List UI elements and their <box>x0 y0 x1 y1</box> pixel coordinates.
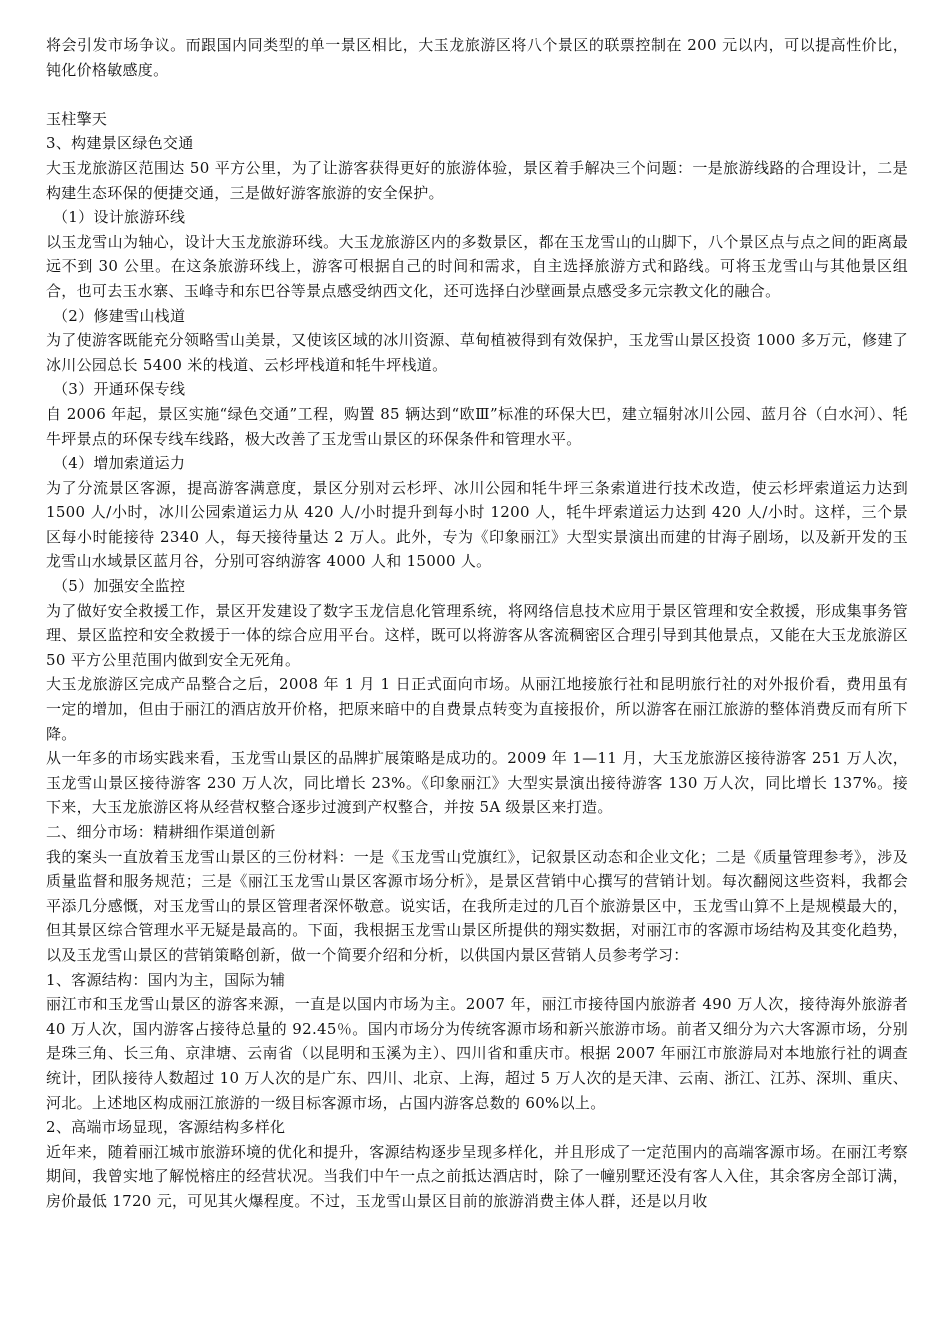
subheading-tour-loop: （1）设计旅游环线 <box>53 208 186 227</box>
paragraph-transport-intro: 大玉龙旅游区范围达 50 平方公里，为了让游客获得更好的旅游体验，景区着手解决三个问题：一是旅游线路的合理设计，二是构建生态环保的便捷交通，三是做好游客旅游的安全保护。 <box>46 158 908 202</box>
image-caption-yuzhu-qingtian: 玉柱擎天 <box>46 109 108 128</box>
paragraph-brand-strategy: 从一年多的市场实践来看，玉龙雪山景区的品牌扩展策略是成功的。2009 年 1—11 月，大玉龙旅游区接待游客 251 万人次，玉龙雪山景区接待游客 230 万人次，同比增长 23%。《印象丽江》大型实景演出接待游客 130 万人次，同比增长 137%。接下来，大玉龙旅游区将从经营权整合逐步过渡到产权整合，并按 5A 级景区来打造。 <box>46 749 908 817</box>
subheading-safety: （5）加强安全监控 <box>53 577 186 596</box>
section-heading-market-segment: 二、细分市场：精耕细作渠道创新 <box>46 823 276 841</box>
paragraph-joint-ticket: 将会引发市场争议。而跟国内同类型的单一景区相比，大玉龙旅游区将八个景区的联票控制在 200 元以内，可以提高性价比，钝化价格敏感度。 <box>46 36 908 79</box>
paragraph-three-materials: 我的案头一直放着玉龙雪山景区的三份材料：一是《玉龙雪山党旗红》，记叙景区动态和企业文化；二是《质量管理参考》，涉及质量监督和服务规范；三是《丽江玉龙雪山景区客源市场分析》，是景区营销中心撰写的营销计划。每次翻阅这些资料，我都会平添几分感慨，对玉龙雪山的景区管理者深怀敬意。说实话，在我所走过的几百个旅游景区中，玉龙雪山算不上是规模最大的，但其景区综合管理水平无疑是最高的。下面，我根据玉龙雪山景区所提供的翔实数据，对丽江市的客源市场结构及其变化趋势，以及玉龙雪山景区的营销策略创新，做一个简要介绍和分析，以供国内景区营销人员参考学习： <box>46 847 908 964</box>
subheading-eco-bus: （3）开通环保专线 <box>53 380 186 399</box>
document-page <box>46 33 908 1214</box>
paragraph-tour-loop: 以玉龙雪山为轴心，设计大玉龙旅游环线。大玉龙旅游区内的多数景区，都在玉龙雪山的山脚下，八个景区点与点之间的距离最远不到 30 公里。在这条旅游环线上，游客可根据自己的时间和需求，自主选择旅游方式和路线。可将玉龙雪山与其他景区组合，也可去玉水寨、玉峰寺和东巴谷等景点感受纳西文化，还可选择白沙壁画景点感受多元宗教文化的融合。 <box>46 232 908 300</box>
paragraph-visitor-structure: 丽江市和玉龙雪山景区的游客来源，一直是以国内市场为主。2007 年，丽江市接待国内旅游者 490 万人次，接待海外旅游者 40 万人次，国内游客占接待总量的 92.45％。国内市场分为传统客源市场和新兴旅游市场。前者又细分为六大客源市场，分别是珠三角、长三角、京津塘、云南省（以昆明和玉溪为主）、四川省和重庆市。根据 2007 年丽江市旅游局对本地旅行社的调查统计，团队接待人数超过 10 万人次的是广东、四川、北京、上海，超过 5 万人次的是天津、云南、浙江、江苏、深圳、重庆、河北。上述地区构成丽江旅游的一级目标客源市场，占国内游客总数的 60%以上。 <box>46 995 908 1112</box>
section-heading-green-transport: 3、构建景区绿色交通 <box>46 134 194 153</box>
subheading-plank-road: （2）修建雪山栈道 <box>53 306 186 325</box>
blank-line <box>46 82 908 107</box>
paragraph-cableway: 为了分流景区客源，提高游客满意度，景区分别对云杉坪、冰川公园和牦牛坪三条索道进行技术改造，使云杉坪索道运力达到 1500 人/小时，冰川公园索道运力从 420 人/小时提升到每小时 1200 人，牦牛坪索道运力达到 420 人/小时。这样，三个景区每小时能接待 2340 人，每天接待量达 2 万人。此外，专为《印象丽江》大型实景演出而建的甘海子剧场，以及新开发的玉龙雪山水域景区蓝月谷，分别可容纳游客 4000 人和 15000 人。 <box>46 478 908 571</box>
paragraph-safety: 为了做好安全救援工作，景区开发建设了数字玉龙信息化管理系统，将网络信息技术应用于景区管理和安全救援，形成集事务管理、景区监控和安全救援于一体的综合应用平台。这样，既可以将游客从客流稠密区合理引导到其他景点，又能在大玉龙旅游区 50 平方公里范围内做到安全无死角。 <box>46 601 908 669</box>
paragraph-high-end-market: 近年来，随着丽江城市旅游环境的优化和提升，客源结构逐步呈现多样化，并且形成了一定范围内的高端客源市场。在丽江考察期间，我曾实地了解悦榕庄的经营状况。当我们中午一点之前抵达酒店时，除了一幢别墅还没有客人入住，其余客房全部订满，房价最低 1720 元，可见其火爆程度。不过，玉龙雪山景区目前的旅游消费主体人群，还是以月收 <box>46 1142 908 1210</box>
paragraph-plank-road: 为了使游客既能充分领略雪山美景，又使该区域的冰川资源、草甸植被得到有效保护，玉龙雪山景区投资 1000 多万元，修建了冰川公园总长 5400 米的栈道、云杉坪栈道和牦牛坪栈道。 <box>46 331 908 374</box>
subheading-high-end-market: 2、高端市场显现，客源结构多样化 <box>46 1118 286 1137</box>
subheading-visitor-structure: 1、客源结构：国内为主，国际为辅 <box>46 970 286 989</box>
subheading-cableway: （4）增加索道运力 <box>53 454 186 473</box>
paragraph-market-launch: 大玉龙旅游区完成产品整合之后，2008 年 1 月 1 日正式面向市场。从丽江地接旅行社和昆明旅行社的对外报价看，费用虽有一定的增加，但由于丽江的酒店放开价格，把原来暗中的自费景点转变为直接报价，所以游客在丽江旅游的整体消费反而有所下降。 <box>46 675 908 743</box>
paragraph-eco-bus: 自 2006 年起，景区实施“绿色交通”工程，购置 85 辆达到“欧Ⅲ”标准的环保大巴，建立辐射冰川公园、蓝月谷（白水河）、牦牛坪景点的环保专线车线路，极大改善了玉龙雪山景区的环保条件和管理水平。 <box>46 404 908 448</box>
